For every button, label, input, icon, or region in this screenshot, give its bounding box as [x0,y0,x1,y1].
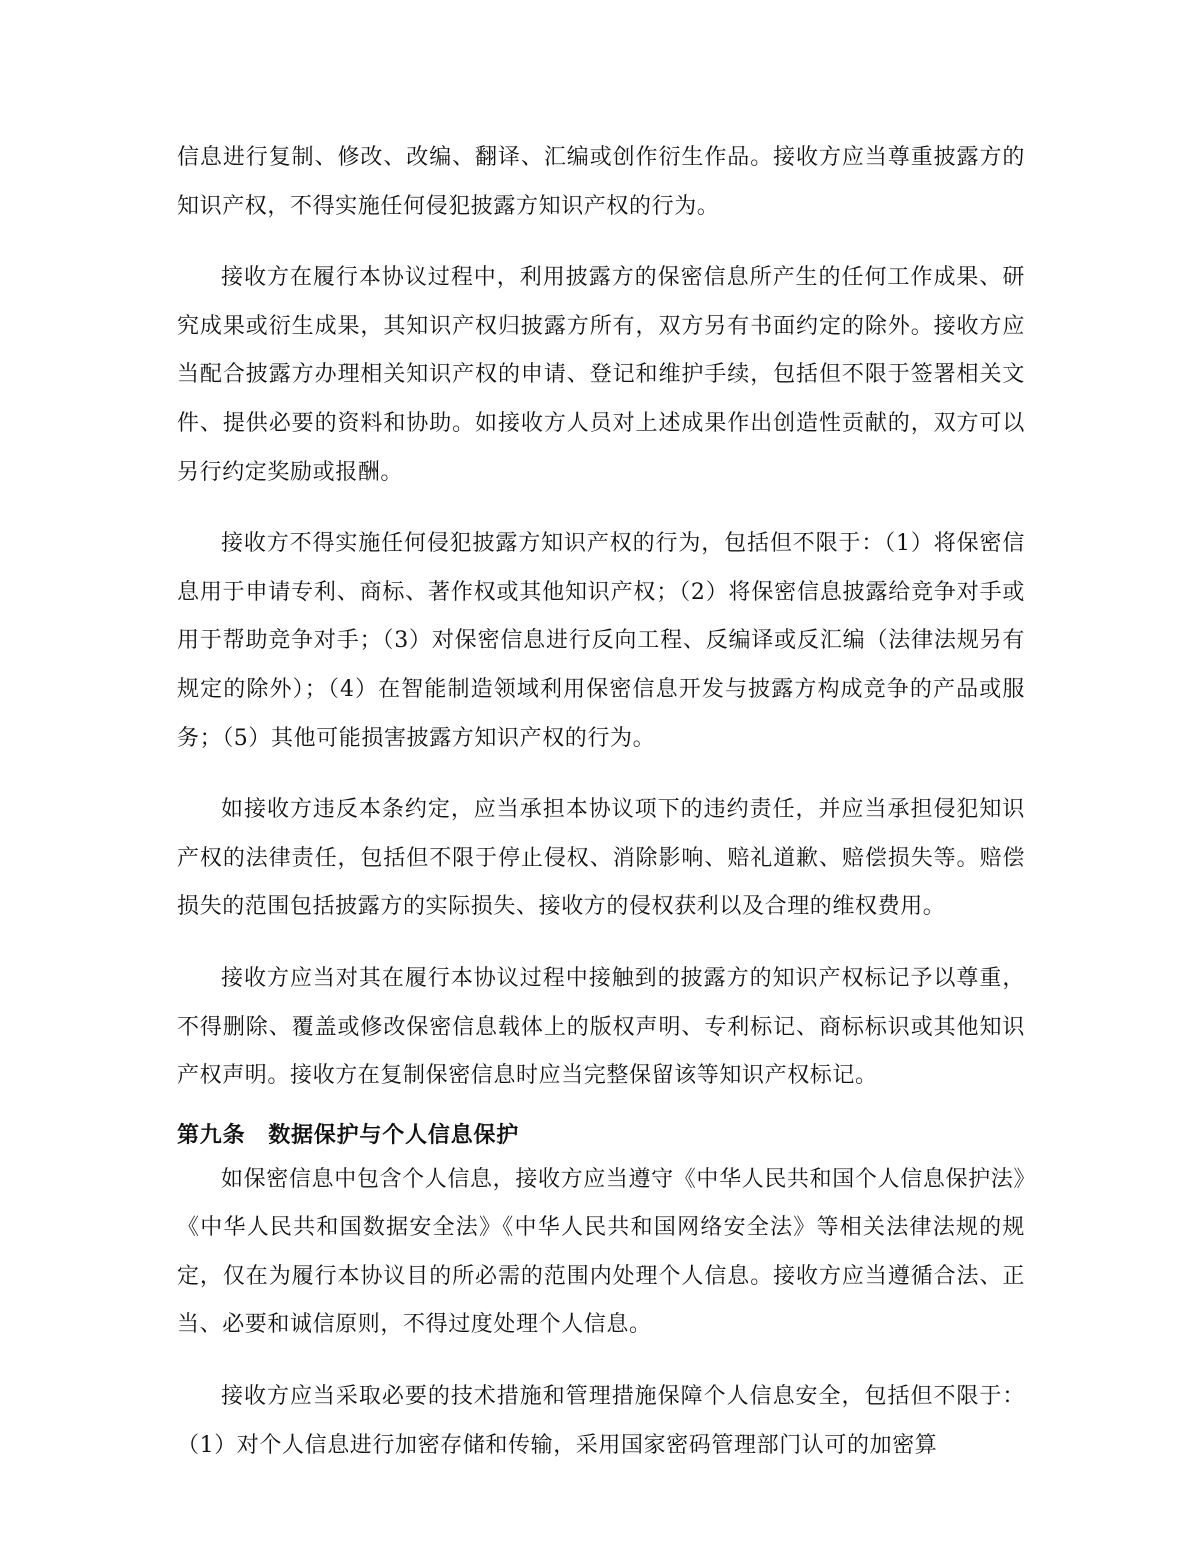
personal-info-security-paragraph: 接收方应当采取必要的技术措施和管理措施保障个人信息安全，包括但不限于：（1）对个人信息进行加密存储和传输，采用国家密码管理部门认可的加密算 [177,1384,1025,1458]
ip-prohibited-acts-paragraph: 接收方不得实施任何侵犯披露方知识产权的行为，包括但不限于：（1）将保密信息用于申请专利、商标、著作权或其他知识产权；（2）将保密信息披露给竞争对手或用于帮助竞争对手；（3）对保密信息进行反向工程、反编译或反汇编（法律法规另有规定的除外）；（4）在智能制造领域利用保密信息开发与披露方构成竞争的产品或服务；（5）其他可能损害披露方知识产权的行为。 [177,531,1025,751]
ip-clause-paragraph-continued: 信息进行复制、修改、改编、翻译、汇编或创作衍生作品。接收方应当尊重披露方的知识产权，不得实施任何侵犯披露方知识产权的行为。 [177,145,1025,219]
personal-info-compliance-paragraph: 如保密信息中包含个人信息，接收方应当遵守《中华人民共和国个人信息保护法》《中华人民共和国数据安全法》《中华人民共和国网络安全法》等相关法律法规的规定，仅在为履行本协议目的所必需的范围内处理个人信息。接收方应当遵循合法、正当、必要和诚信原则，不得过度处理个人信息。 [177,1166,1025,1338]
ip-liability-paragraph: 如接收方违反本条约定，应当承担本协议项下的违约责任，并应当承担侵犯知识产权的法律责任，包括但不限于停止侵权、消除影响、赔礼道歉、赔偿损失等。赔偿损失的范围包括披露方的实际损失、接收方的侵权获利以及合理的维权费用。 [177,797,1025,920]
document-body [177,134,1025,1470]
section-9-heading: 第九条 数据保护与个人信息保护 [177,1122,520,1148]
ip-ownership-paragraph: 接收方在履行本协议过程中，利用披露方的保密信息所产生的任何工作成果、研究成果或衍生成果，其知识产权归披露方所有，双方另有书面约定的除外。接收方应当配合披露方办理相关知识产权的申请、登记和维护手续，包括但不限于签署相关文件、提供必要的资料和协助。如接收方人员对上述成果作出创造性贡献的，双方可以另行约定奖励或报酬。 [177,265,1025,485]
ip-marking-paragraph: 接收方应当对其在履行本协议过程中接触到的披露方的知识产权标记予以尊重，不得删除、覆盖或修改保密信息载体上的版权声明、专利标记、商标标识或其他知识产权声明。接收方在复制保密信息时应当完整保留该等知识产权标记。 [177,965,1025,1089]
